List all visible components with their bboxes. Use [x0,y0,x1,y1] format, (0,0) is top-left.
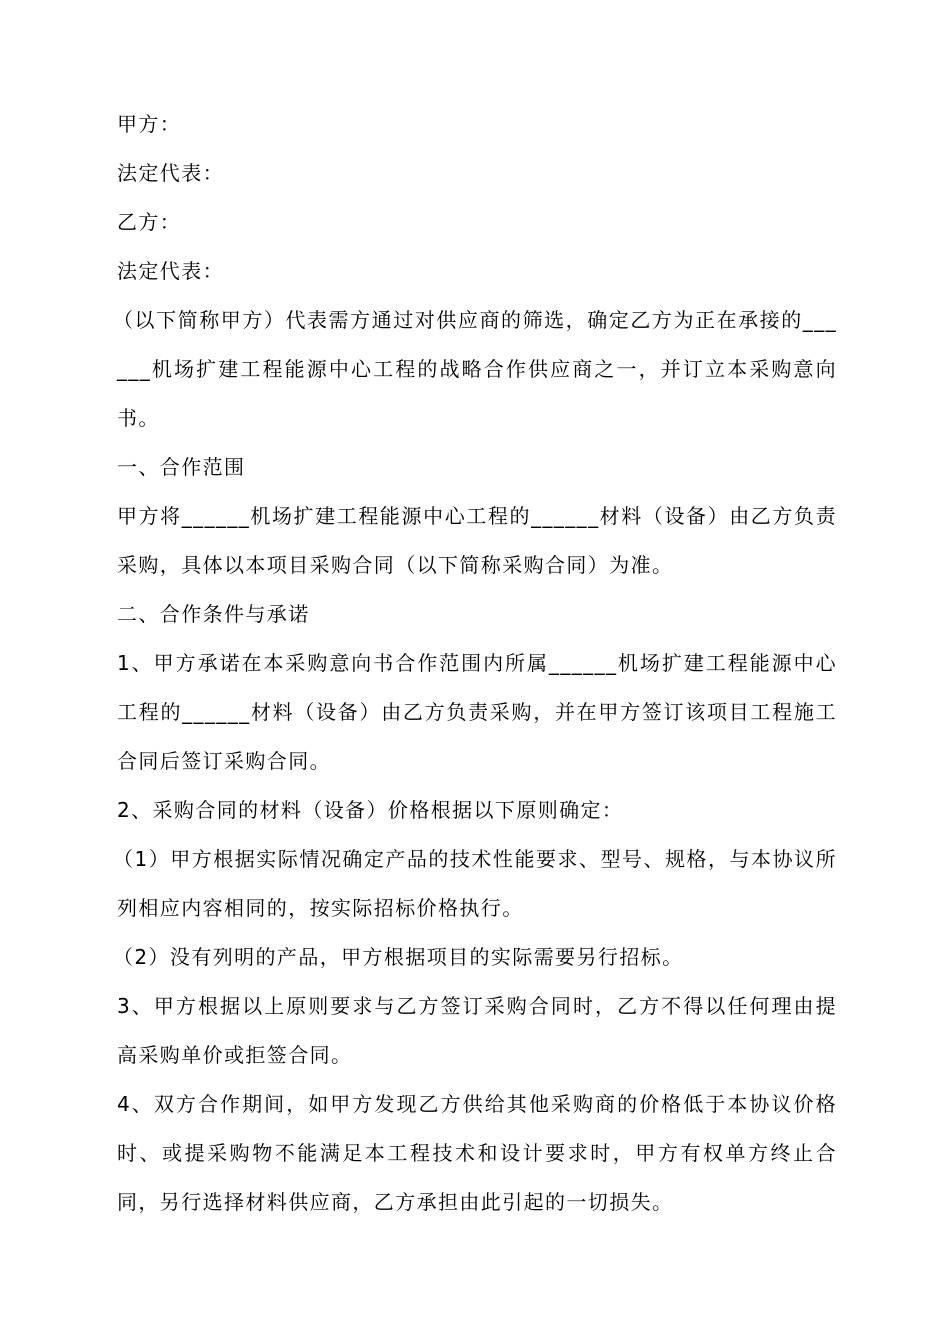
section-heading-conditions: 二、合作条件与承诺 [117,602,310,626]
party-b-representative-label: 法定代表： [117,259,224,283]
clause-2: 2、采购合同的材料（设备）价格根据以下原则确定： [117,798,624,822]
document-body [113,100,837,1227]
party-a-label: 甲方： [117,112,182,136]
clause-2-item-1: （1）甲方根据实际情况确定产品的技术性能要求、型号、规格，与本协议所列相应内容相同的，按实际招标价格执行。 [113,847,837,920]
section-heading-scope: 一、合作范围 [117,455,246,479]
clause-2-item-2: （2）没有列明的产品，甲方根据项目的实际需要另行招标。 [113,945,684,969]
clause-1: 1、甲方承诺在本采购意向书合作范围内所属______机场扩建工程能源中心工程的______材料（设备）由乙方负责采购，并在甲方签订该项目工程施工合同后签订采购合同。 [117,651,837,773]
party-a-representative-label: 法定代表： [117,161,224,185]
intro-paragraph: （以下简称甲方）代表需方通过对供应商的筛选，确定乙方为正在承接的______机场扩建工程能源中心工程的战略合作供应商之一，并订立本采购意向书。 [113,308,837,430]
scope-paragraph: 甲方将______机场扩建工程能源中心工程的______材料（设备）由乙方负责采购，具体以本项目采购合同（以下简称采购合同）为准。 [117,504,837,577]
clause-4: 4、双方合作期间，如甲方发现乙方供给其他采购商的价格低于本协议价格时、或提采购物不能满足本工程技术和设计要求时，甲方有权单方终止合同，另行选择材料供应商，乙方承担由此引起的一切损失。 [117,1092,837,1214]
party-b-label: 乙方： [117,210,182,234]
clause-3: 3、甲方根据以上原则要求与乙方签订采购合同时，乙方不得以任何理由提高采购单价或拒签合同。 [117,994,837,1067]
